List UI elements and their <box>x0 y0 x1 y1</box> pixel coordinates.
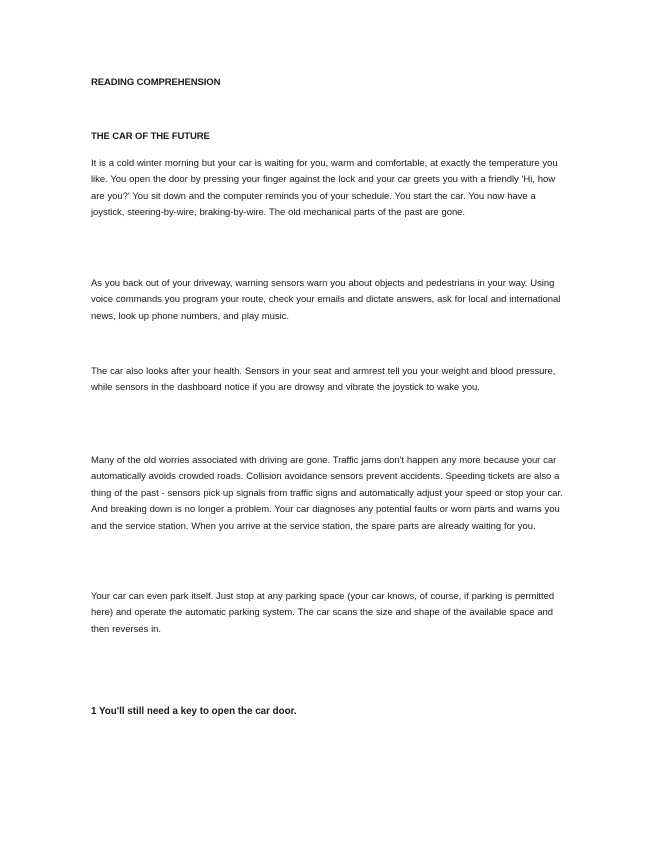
paragraph-2: As you back out of your driveway, warning sensors warn you about objects and pedestrians in your way. Using voice commands you program your route, check your emails and dictate answers, ask for local and international news, look up phone numbers, and play music. <box>91 278 561 322</box>
paragraph-1-block <box>91 156 571 222</box>
paragraph-4: Many of the old worries associated with driving are gone. Traffic jams don't happen any more because your car automatically avoids crowded roads. Collision avoidance sensors prevent accidents. Speeding tickets are also a thing of the past - sensors pick up signals from traffic signs and automatically adjust your speed or stop your car. And breaking down is no longer a problem. Your car diagnoses any potential faults or worn parts and warns you and the service station. When you arrive at the service station, the spare parts are already waiting for you. <box>91 455 563 532</box>
paragraph-5-block <box>91 589 571 638</box>
paragraph-4-block <box>91 453 571 535</box>
question-1: 1 You'll still need a key to open the car door. <box>91 706 297 717</box>
question-1-block <box>91 706 571 717</box>
article-title: THE CAR OF THE FUTURE <box>91 131 210 142</box>
section-heading: READING COMPREHENSION <box>91 77 221 88</box>
paragraph-2-block <box>91 276 571 325</box>
paragraph-3-block <box>91 364 571 397</box>
paragraph-1: It is a cold winter morning but your car is waiting for you, warm and comfortable, at exactly the temperature you like. You open the door by pressing your finger against the lock and your car greets you with a friendly 'Hi, how are you?' You sit down and the computer reminds you of your schedule. You start the car. You now have a joystick, steering-by-wire, braking-by-wire. The old mechanical parts of the past are gone. <box>91 158 558 219</box>
paragraph-5: Your car can even park itself. Just stop at any parking space (your car knows, of course, if parking is permitted here) and operate the automatic parking system. The car scans the size and shape of the available space and then reverses in. <box>91 591 555 635</box>
title-block <box>91 131 571 142</box>
section-heading-block <box>91 77 571 88</box>
paragraph-3: The car also looks after your health. Sensors in your seat and armrest tell you your weight and blood pressure, while sensors in the dashboard notice if you are drowsy and vibrate the joystick to wake you. <box>91 366 556 394</box>
